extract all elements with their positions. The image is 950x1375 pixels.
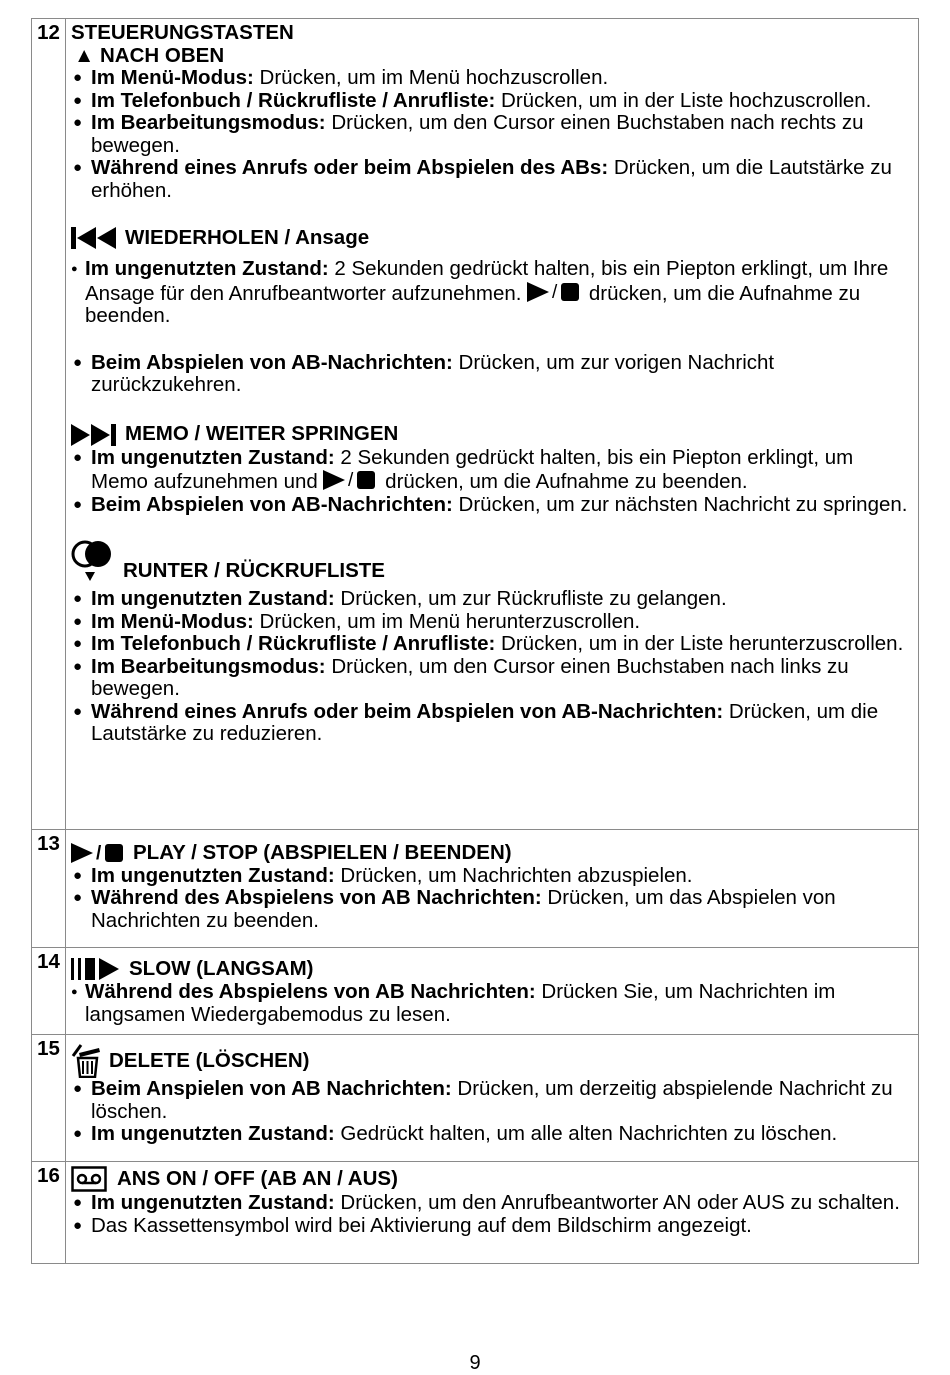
list-item: ● Im ungenutzten Zustand: Drücken, um zur Rückrufliste zu gelangen.	[71, 588, 912, 611]
svg-text:/: /	[348, 470, 354, 491]
play-stop-heading: / PLAY / STOP (ABSPIELEN / BEENDEN)	[71, 842, 912, 865]
table-row	[32, 1162, 919, 1264]
svg-text:/: /	[96, 843, 102, 865]
repeat-list	[71, 258, 912, 328]
callback-down-icon	[71, 540, 115, 582]
row-number: 14	[32, 948, 66, 1035]
ans-list	[71, 1192, 912, 1237]
controls-table	[31, 18, 919, 1264]
page-number: 9	[469, 1352, 481, 1374]
down-heading: RUNTER / RÜCKRUFLISTE	[71, 540, 912, 582]
row-content	[66, 1035, 919, 1162]
ans-heading: ANS ON / OFF (AB AN / AUS)	[71, 1166, 912, 1192]
memo-heading: MEMO / WEITER SPRINGEN	[71, 423, 912, 447]
repeat-list-2	[71, 352, 912, 397]
list-item: ● Im ungenutzten Zustand: 2 Sekunden gedrückt halten, bis ein Piepton erklingt, um Ihre Ansage für den Anrufbeantworter aufzunehmen. / drücken, um die Aufnahme zu beenden.	[71, 258, 912, 328]
slow-play-icon	[71, 957, 121, 981]
list-item: ● Im Menü-Modus: Drücken, um im Menü hochzuscrollen.	[71, 67, 912, 90]
play-stop-icon	[527, 281, 583, 303]
list-item: ● Beim Abspielen von AB-Nachrichten: Drücken, um zur vorigen Nachricht zurückzukehren.	[71, 352, 912, 397]
down-list	[71, 588, 912, 746]
row-content	[66, 948, 919, 1035]
row-number: 16	[32, 1162, 66, 1264]
list-item: ● Im Bearbeitungsmodus: Drücken, um den Cursor einen Buchstaben nach rechts zu bewegen.	[71, 112, 912, 157]
list-item: ● Das Kassettensymbol wird bei Aktivierung auf dem Bildschirm angezeigt.	[71, 1215, 912, 1238]
up-heading: ▲ NACH OBEN	[74, 43, 225, 67]
repeat-heading: WIEDERHOLEN / Ansage	[71, 226, 912, 250]
list-item: ● Beim Abspielen von AB-Nachrichten: Drücken, um zur nächsten Nachricht zu springen.	[71, 494, 912, 517]
row-number: 13	[32, 830, 66, 948]
list-item: ● Im ungenutzten Zustand: Drücken, um Nachrichten abzuspielen.	[71, 865, 912, 888]
list-item: ● Im Menü-Modus: Drücken, um im Menü herunterzuscrollen.	[71, 611, 912, 634]
list-item: ● Im ungenutzten Zustand: Drücken, um den Anrufbeantworter AN oder AUS zu schalten.	[71, 1192, 912, 1215]
memo-list	[71, 447, 912, 517]
list-item: ● Während des Abspielens von AB Nachrichten: Drücken, um das Abspielen von Nachrichten zu beenden.	[71, 887, 912, 932]
row-number: 12	[32, 19, 66, 830]
play-stop-list	[71, 865, 912, 933]
slow-list	[71, 981, 912, 1026]
play-stop-icon	[71, 842, 127, 864]
skip-back-icon	[71, 226, 117, 250]
row-content	[66, 830, 919, 948]
delete-list	[71, 1078, 912, 1146]
table-row	[32, 1035, 919, 1162]
delete-heading: DELETE (LÖSCHEN)	[71, 1044, 912, 1078]
list-item: ● Während des Abspielens von AB Nachrichten: Drücken Sie, um Nachrichten im langsamen Wiedergabemodus zu lesen.	[71, 981, 912, 1026]
table-row	[32, 830, 919, 948]
list-item: ● Im Telefonbuch / Rückrufliste / Anrufliste: Drücken, um in der Liste hochzuscrollen.	[71, 90, 912, 113]
list-item: ● Im Telefonbuch / Rückrufliste / Anrufliste: Drücken, um in der Liste herunterzuscrollen.	[71, 633, 912, 656]
list-item: ● Im ungenutzten Zustand: 2 Sekunden gedrückt halten, bis ein Piepton erklingt, um Memo aufzunehmen und / drücken, um die Aufnahme zu beenden.	[71, 447, 912, 494]
list-item: ● Während eines Anrufs oder beim Abspielen des ABs: Drücken, um die Lautstärke zu erhöhen.	[71, 157, 912, 202]
list-item: ● Im ungenutzten Zustand: Gedrückt halten, um alle alten Nachrichten zu löschen.	[71, 1123, 912, 1146]
list-item: ● Beim Anspielen von AB Nachrichten: Drücken, um derzeitig abspielende Nachricht zu löschen.	[71, 1078, 912, 1123]
row-content	[66, 1162, 919, 1264]
table-row	[32, 19, 919, 830]
svg-text:/: /	[552, 281, 558, 303]
row-number: 15	[32, 1035, 66, 1162]
row-content	[66, 19, 919, 830]
up-list	[71, 67, 912, 202]
cassette-icon	[71, 1166, 107, 1192]
play-stop-icon	[323, 469, 379, 491]
skip-forward-icon	[71, 423, 117, 447]
list-item: ● Im Bearbeitungsmodus: Drücken, um den Cursor einen Buchstaben nach links zu bewegen.	[71, 656, 912, 701]
slow-heading: SLOW (LANGSAM)	[71, 957, 912, 981]
table-row	[32, 948, 919, 1035]
section-title: STEUERUNGSTASTEN	[71, 21, 294, 44]
list-item: ● Während eines Anrufs oder beim Abspielen von AB-Nachrichten: Drücken, um die Lautstärke zu reduzieren.	[71, 701, 912, 746]
trash-icon	[71, 1044, 101, 1078]
